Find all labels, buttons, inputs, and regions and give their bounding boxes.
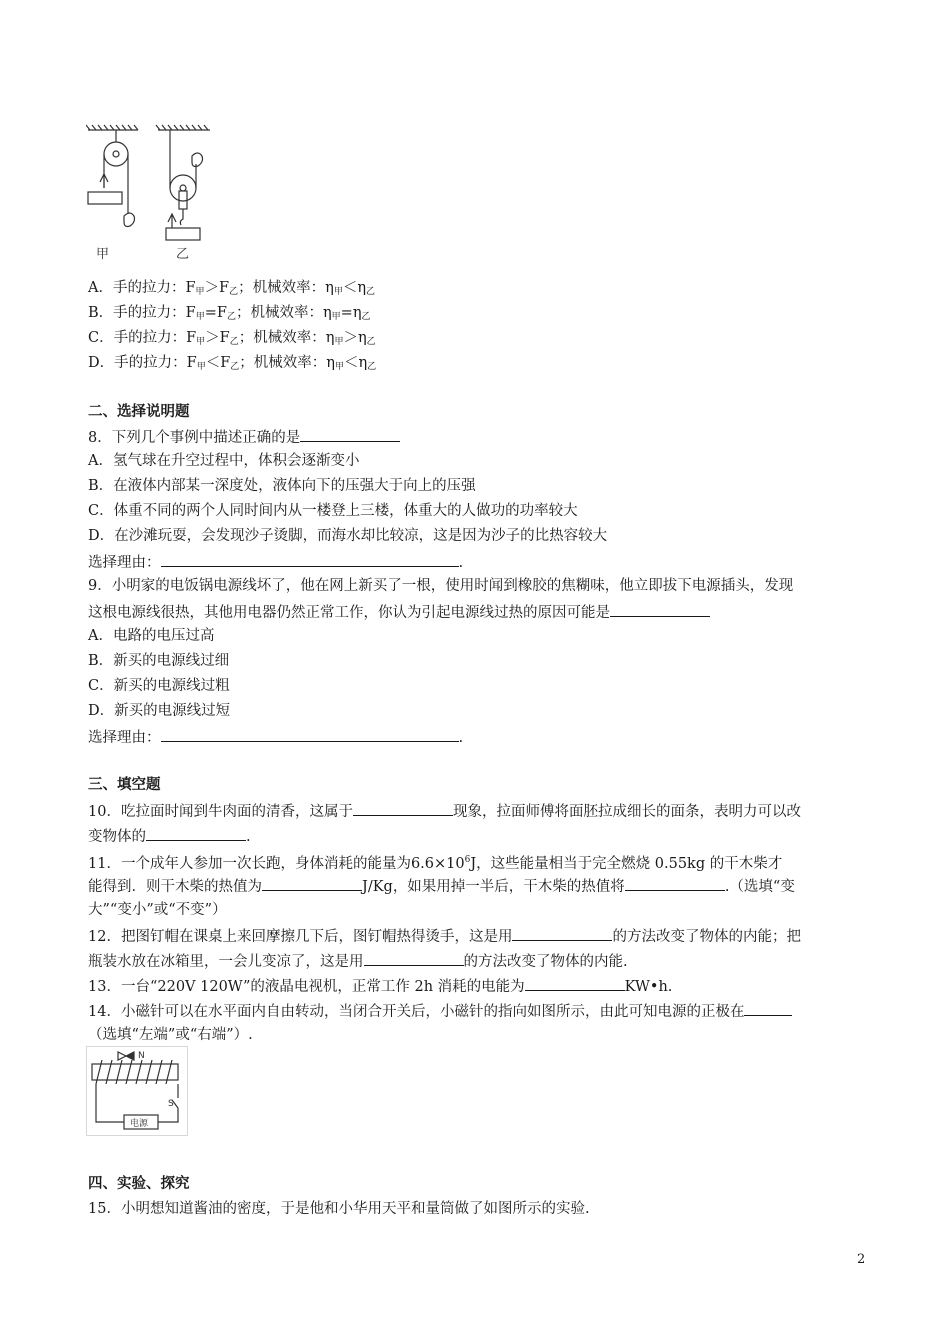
q12-blank-1[interactable]: [512, 926, 612, 941]
q7-option-c: C．手的拉力：$F_甲>F_乙$；机械效率：$\eta_甲>\eta_乙$: [88, 330, 376, 347]
q7-option-a: A．手的拉力：$F_甲>F_乙$；机械效率：$\eta_甲<\eta_乙$: [88, 280, 376, 297]
page-number: 2: [857, 1252, 866, 1267]
q12-line-1: 12．把图钉帽在课桌上来回摩擦几下后，图钉帽热得烫手，这是用 的方法改变了物体的内能；把: [88, 926, 801, 946]
q8-answer-blank[interactable]: [300, 427, 400, 442]
q9-line-1: 9．小明家的电饭锅电源线坏了，他在网上新买了一根，使用时闻到橡胶的焦糊味，他立即拔下电源插头，发现: [88, 578, 794, 594]
q9-option-c: C．新买的电源线过粗: [88, 678, 230, 694]
q9-line-2: 这根电源线很热，其他用电器仍然正常工作，你认为引起电源线过热的原因可能是: [88, 602, 710, 622]
north-pole-label: N: [138, 1051, 145, 1061]
switch-label: S: [168, 1099, 174, 1109]
q12-line-2: 瓶装水放在冰箱里，一会儿变凉了，这是用 的方法改变了物体的内能.: [88, 951, 628, 971]
q8-reason: 选择理由： .: [88, 552, 463, 572]
q11-blank-2[interactable]: [625, 876, 725, 891]
q7-option-d: D．手的拉力：$F_甲<F_乙$；机械效率：$\eta_甲<\eta_乙$: [88, 355, 377, 372]
q11-line-3: 大”“变小”或“不变”）: [88, 902, 227, 918]
q10-blank-2[interactable]: [146, 826, 246, 841]
power-source-label: 电源: [130, 1119, 149, 1129]
q14-line-2: （选填“左端”或“右端”）.: [88, 1027, 253, 1043]
q9-answer-blank[interactable]: [610, 602, 710, 617]
q8-option-b: B．在液体内部某一深度处，液体向下的压强大于向上的压强: [88, 478, 476, 494]
q11-blank-1[interactable]: [262, 876, 362, 891]
q14-blank[interactable]: [744, 1001, 792, 1016]
q8-option-d: D．在沙滩玩耍，会发现沙子烫脚，而海水却比较凉，这是因为沙子的比热容较大: [88, 528, 608, 544]
q10-blank-1[interactable]: [353, 801, 453, 816]
q9-reason: 选择理由： .: [88, 727, 463, 747]
solenoid-circuit-figure: [86, 1046, 188, 1136]
q8-option-a: A．氢气球在升空过程中，体积会逐渐变小: [88, 453, 360, 469]
q9-option-d: D．新买的电源线过短: [88, 703, 231, 719]
q9-option-b: B．新买的电源线过细: [88, 653, 230, 669]
q14-line-1: 14．小磁针可以在水平面内自由转动，当闭合开关后，小磁针的指向如图所示，由此可知电源的正极在: [88, 1001, 792, 1021]
q8-option-c: C．体重不同的两个人同时间内从一楼登上三楼，体重大的人做功的功率较大: [88, 503, 578, 519]
figure-label-a: 甲: [96, 247, 110, 262]
q7-option-b: B．手的拉力：$F_甲=F_乙$；机械效率：$\eta_甲=\eta_乙$: [88, 305, 371, 322]
q12-blank-2[interactable]: [364, 951, 464, 966]
q9-option-a: A．电路的电压过高: [88, 628, 215, 644]
q13-blank[interactable]: [525, 976, 625, 991]
section-3-title: 三、填空题: [88, 777, 161, 793]
q8-stem: 8．下列几个事例中描述正确的是: [88, 427, 400, 447]
pulley-figure: [86, 124, 216, 266]
q15-stem: 15．小明想知道酱油的密度，于是他和小华用天平和量筒做了如图所示的实验.: [88, 1201, 590, 1217]
q9-reason-blank[interactable]: [161, 727, 459, 742]
q11-line-1: 11．一个成年人参加一次长跑，身体消耗的能量为$6.6\times 10^6J$，这些能量相当于完全燃烧 0.55kg 的干木柴才: [88, 855, 783, 872]
q13-line: 13．一台“220V 120W”的液晶电视机，正常工作 2h 消耗的电能为 KW•h.: [88, 976, 672, 996]
q8-reason-blank[interactable]: [161, 552, 459, 567]
section-2-title: 二、选择说明题: [88, 404, 190, 420]
q10-line-2: 变物体的 .: [88, 826, 251, 846]
q11-line-2: 能得到．则干木柴的热值为 J/Kg，如果用掉一半后，干木柴的热值将 .（选填“变: [88, 876, 795, 896]
figure-label-b: 乙: [176, 247, 190, 262]
section-4-title: 四、实验、探究: [88, 1176, 190, 1192]
q10-line-1: 10．吃拉面时闻到牛肉面的清香，这属于 现象，拉面师傅将面胚拉成细长的面条，表明力可以改: [88, 801, 801, 821]
